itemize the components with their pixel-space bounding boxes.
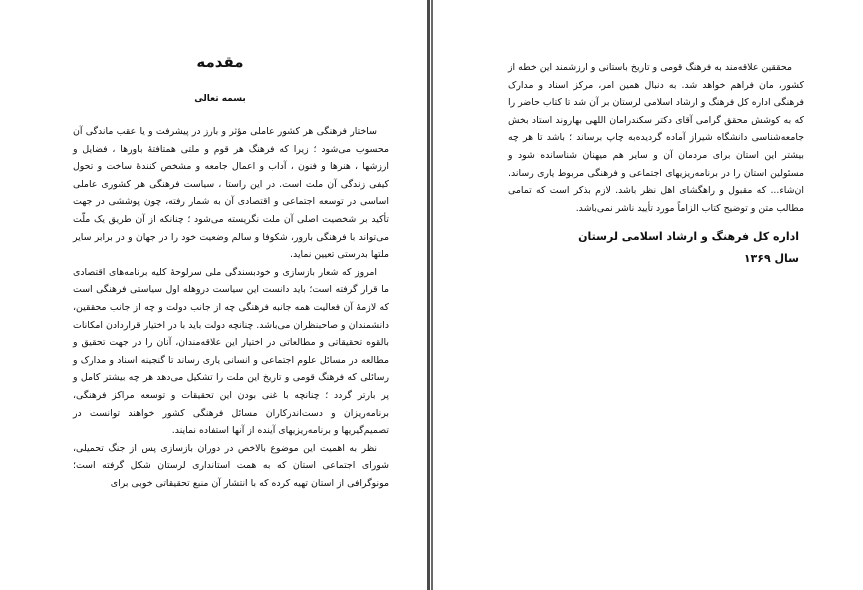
signature-year: سال ۱۳۶۹	[743, 252, 799, 265]
signature-organization: اداره کل فرهنگ و ارشاد اسلامی لرستان	[578, 230, 799, 243]
left-body-text	[73, 123, 389, 492]
page-subheading: بسمه تعالی	[194, 94, 246, 104]
page-gutter-left	[427, 0, 430, 590]
page-heading: مقدمه	[196, 53, 244, 71]
right-body-text	[508, 59, 804, 217]
body-paragraph: محققین علاقه‌مند به فرهنگ قومی و تاریخ باستانی و ارزشمند این خطه از کشور، مان فراهم خواهد شد. به دنبال همین امر، مرکز اسناد و مدارک فرهنگی اداره کل فرهنگ و ارشاد اسلامی لرستان بر آن شد تا کتاب حاضر را که به کوشش محقق گرامی آقای دکتر سکندرامان اللهی بهاروند استاد بخش جامعه‌شناسی دانشگاه شیراز آماده گردیده‌به چاپ برساند ؛ باشد تا هر چه بیشتر این استان برای مردمان آن و سایر هم میهنان شناسانده شود و مسئولین استان را در برنامه‌ریزیهای اجتماعی و فرهنگی مربوط یاری رساند. ان‌شاء... که مقبول و راهگشای اهل نظر باشد. لازم بذکر است که تمامی مطالب متن و توضیح کتاب الزاماً مورد تأیید ناشر نمی‌باشد.	[508, 62, 804, 214]
left-page	[0, 0, 430, 590]
right-page	[433, 0, 863, 590]
body-paragraph: نظر به اهمیت این موضوع بالاخص در دوران بازسازی پس از جنگ تحمیلی، شورای اجتماعی استان که به همت استانداری لرستان شکل گرفته است؛ مونوگرافی از استان تهیه کرده که با انتشار آن منبع تحقیقاتی خوبی برای	[73, 442, 389, 489]
body-paragraph: امروز که شعار بازسازی و خودبسندگی ملی سرلوحهٔ کلیه برنامه‌های اقتصادی ما قرار گرفته است؛ باید دانست این سیاست دروهله اول سیاستی فرهنگی است که لازمهٔ آن فعالیت همه جانبه فرهنگی چه از جانب دولت و چه از جانب محققین، دانشمندان و صاحبنظران می‌باشد. چنانچه دولت باید با در اختیار قراردادن امکانات بالقوه تحقیقاتی و مطالعاتی در اختیار این علاقه‌مندان، آنان را در جهت تحقیق و مطالعه در مسائل علوم اجتماعی و انسانی یاری رساند تا گنجینه اسناد و مدارک و رسائلی که فرهنگ قومی و تاریخ این ملت را تشکیل می‌دهد هر چه بیشتر کامل و پر بارتر گردد ؛ چنانچه با غنی بودن این تحقیقات و توسعه مراکز فرهنگی، برنامه‌ریزان و دست‌اندرکاران مسائل فرهنگی کشور خواهند توانست در تصمیم‌گیریها و برنامه‌ریزیهای آینده از آنها استفاده نمایند.	[73, 266, 389, 437]
signature-block	[513, 226, 799, 270]
body-paragraph: ساختار فرهنگی هر کشور عاملی مؤثر و بارز در پیشرفت و یا عقب ماندگی آن محسوب می‌شود ؛ زیرا که فرهنگ هر قوم و ملتی همتافتهٔ باورها ، فضایل و ارزشها ، هنرها و فنون ، آداب و اعمال جامعه و مشخص کنندهٔ ساخت و تحول کیفی زندگی آن ملت است. در این راستا ، سیاست فرهنگی هر کشوری عاملی اساسی در توسعه اجتماعی و اقتصادی آن به شمار رفته، چون پوششی در جهت تأکید بر شخصیت اصلی آن ملت نگریسته می‌شود ؛ چنانکه از آن طریق یک ملّت می‌تواند با فرهنگی بارور، شکوفا و سالم وضعیت خود را در جهان و در برابر سایر ملتها بدرستی تعیین نماید.	[73, 126, 389, 261]
